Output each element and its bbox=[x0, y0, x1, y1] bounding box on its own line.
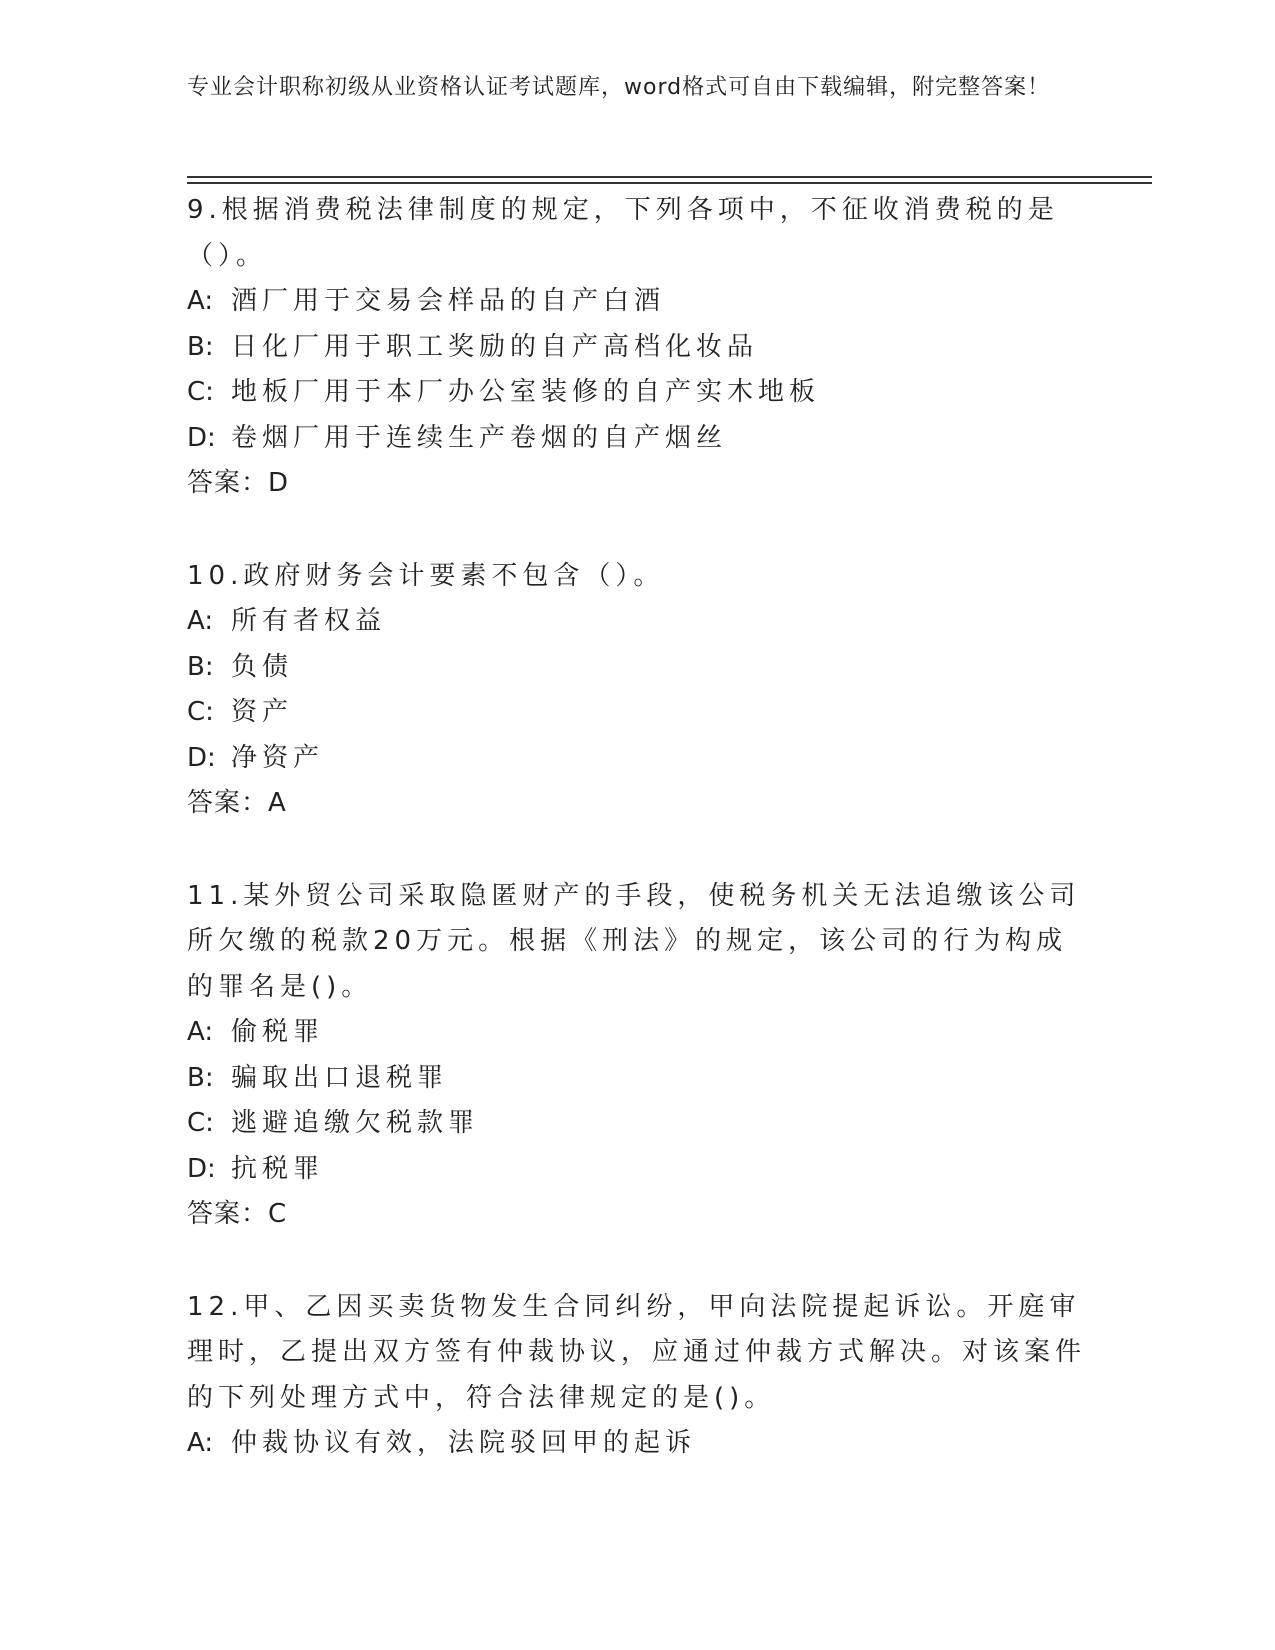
question-9 bbox=[187, 188, 1087, 507]
document-header: 专业会计职称初级从业资格认证考试题库，word格式可自由下载编辑，附完整答案！ bbox=[187, 75, 1051, 100]
question-stem: 12.甲、乙因买卖货物发生合同纠纷，甲向法院提起诉讼。开庭审理时，乙提出双方签有仲裁协议，应通过仲裁方式解决。对该案件的下列处理方式中，符合法律规定的是()。 bbox=[187, 1291, 1087, 1413]
option-text: 骗取出口退税罪 bbox=[231, 1062, 449, 1093]
option-letter: B: bbox=[187, 1062, 214, 1093]
option-letter: A: bbox=[187, 286, 214, 316]
option-letter: C: bbox=[187, 1108, 214, 1138]
option-c bbox=[187, 690, 1087, 736]
option-text: 日化厂用于职工奖励的自产高档化妆品 bbox=[231, 331, 759, 362]
option-d bbox=[187, 736, 1087, 782]
option-text: 净资产 bbox=[231, 742, 325, 773]
answer: 答案：A bbox=[187, 788, 287, 818]
option-b bbox=[187, 325, 1087, 371]
option-letter: C: bbox=[187, 697, 214, 727]
question-10 bbox=[187, 554, 1087, 827]
option-c bbox=[187, 370, 1087, 416]
question-stem: 10.政府财务会计要素不包含（）。 bbox=[187, 560, 665, 591]
header-rule-top bbox=[187, 176, 1152, 178]
option-text: 负债 bbox=[231, 651, 294, 682]
option-text: 卷烟厂用于连续生产卷烟的自产烟丝 bbox=[231, 422, 728, 453]
option-letter: A: bbox=[187, 1428, 214, 1458]
header-rule-bottom bbox=[187, 182, 1152, 184]
option-text: 偷税罪 bbox=[231, 1017, 325, 1047]
option-d bbox=[187, 416, 1087, 462]
question-stem: 9.根据消费税法律制度的规定，下列各项中，不征收消费税的是（）。 bbox=[187, 195, 1059, 271]
question-stem: 11.某外贸公司采取隐匿财产的手段，使税务机关无法追缴该公司所欠缴的税款20万元。根据《刑法》的规定，该公司的行为构成的罪名是()。 bbox=[187, 880, 1081, 1002]
option-text: 地板厂用于本厂办公室装修的自产实木地板 bbox=[231, 377, 821, 407]
option-letter: A: bbox=[187, 1017, 214, 1047]
option-b bbox=[187, 1056, 1087, 1102]
option-letter: B: bbox=[187, 331, 214, 362]
option-c bbox=[187, 1101, 1087, 1147]
option-letter: D: bbox=[187, 742, 216, 773]
question-list bbox=[187, 188, 1087, 1514]
option-text: 所有者权益 bbox=[231, 606, 387, 636]
option-a bbox=[187, 1010, 1087, 1056]
option-text: 抗税罪 bbox=[231, 1153, 325, 1184]
option-d bbox=[187, 1147, 1087, 1193]
option-text: 逃避追缴欠税款罪 bbox=[231, 1108, 480, 1138]
option-a bbox=[187, 1421, 1087, 1467]
answer: 答案：C bbox=[187, 1199, 288, 1229]
question-11 bbox=[187, 874, 1087, 1238]
option-text: 酒厂用于交易会样品的自产白酒 bbox=[231, 286, 666, 316]
option-a bbox=[187, 599, 1087, 645]
option-text: 资产 bbox=[231, 697, 294, 727]
answer: 答案：D bbox=[187, 468, 290, 498]
option-letter: C: bbox=[187, 377, 214, 407]
option-letter: D: bbox=[187, 1153, 216, 1184]
option-letter: D: bbox=[187, 422, 216, 453]
option-letter: B: bbox=[187, 651, 214, 682]
option-b bbox=[187, 645, 1087, 691]
option-text: 仲裁协议有效，法院驳回甲的起诉 bbox=[231, 1428, 697, 1458]
question-12 bbox=[187, 1285, 1087, 1467]
option-a bbox=[187, 279, 1087, 325]
option-letter: A: bbox=[187, 606, 214, 636]
